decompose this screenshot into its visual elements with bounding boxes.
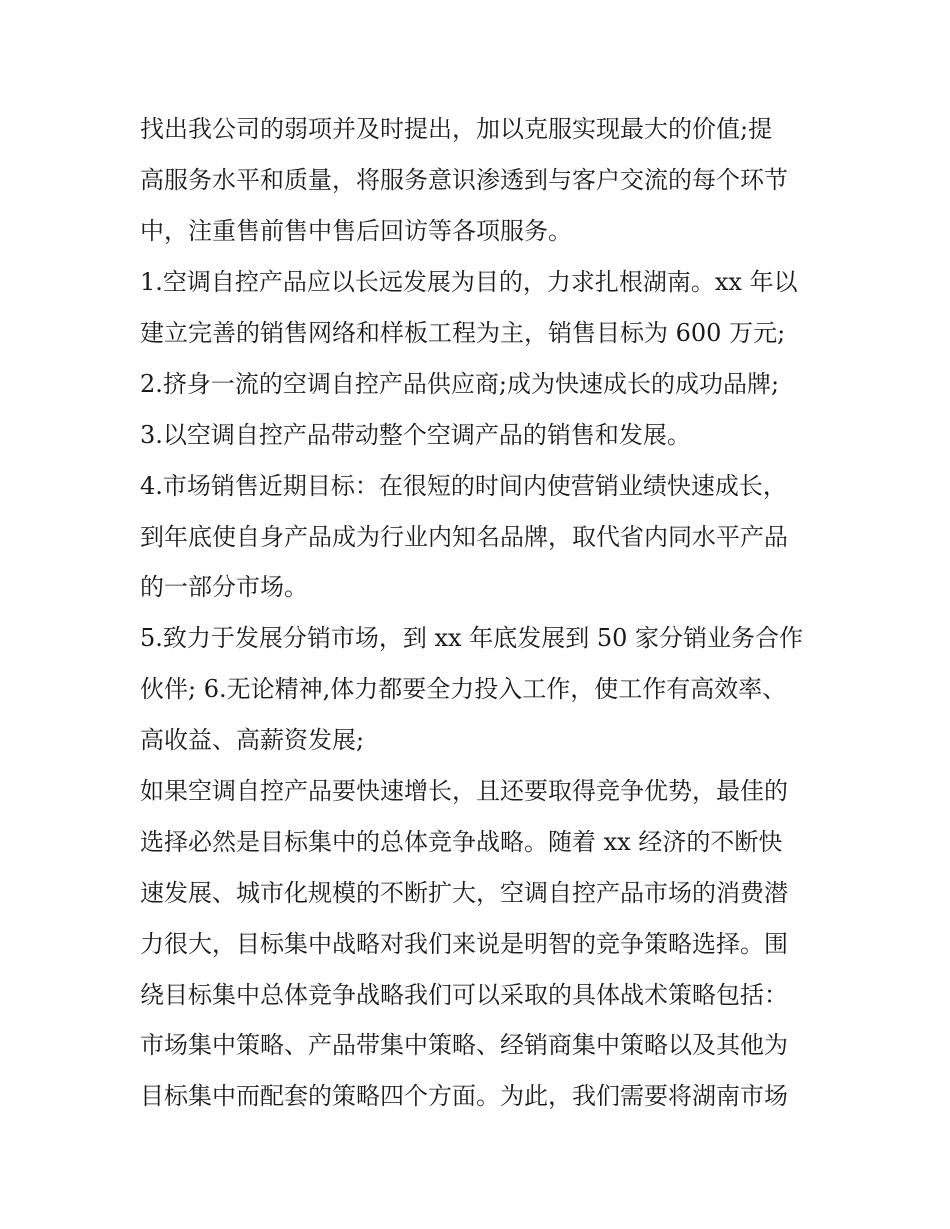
text-line-10: 的一部分市场。 bbox=[140, 573, 308, 601]
text-line-15: 选择必然是目标集中的总体竞争战略。随着 xx 经济的不断快 bbox=[140, 828, 783, 856]
text-line-17: 力很大，目标集中战略对我们来说是明智的竞争策略选择。围 bbox=[140, 930, 788, 958]
text-line-20: 目标集中而配套的策略四个方面。为此，我们需要将湖南市场 bbox=[140, 1082, 788, 1110]
text-line-13: 高收益、高薪资发展; bbox=[140, 726, 365, 754]
text-line-18: 绕目标集中总体竞争战略我们可以采取的具体战术策略包括： bbox=[140, 981, 788, 1009]
text-line-5: 建立完善的销售网络和样板工程为主，销售目标为 600 万元; bbox=[140, 319, 786, 347]
text-line-7: 3.以空调自控产品带动整个空调产品的销售和发展。 bbox=[140, 421, 691, 449]
text-line-16: 速发展、城市化规模的不断扩大，空调自控产品市场的消费潜 bbox=[140, 879, 788, 907]
text-line-4: 1.空调自控产品应以长远发展为目的，力求扎根湖南。xx 年以 bbox=[140, 268, 798, 296]
text-line-1: 找出我公司的弱项并及时提出，加以克服实现最大的价值;提 bbox=[140, 115, 773, 143]
text-line-14: 如果空调自控产品要快速增长，且还要取得竞争优势，最佳的 bbox=[140, 777, 788, 805]
text-line-9: 到年底使自身产品成为行业内知名品牌，取代省内同水平产品 bbox=[140, 523, 788, 551]
text-line-11: 5.致力于发展分销市场，到 xx 年底发展到 50 家分销业务合作 bbox=[140, 624, 804, 652]
text-line-3: 中，注重售前售中售后回访等各项服务。 bbox=[140, 217, 572, 245]
text-line-6: 2.挤身一流的空调自控产品供应商;成为快速成长的成功品牌; bbox=[140, 370, 780, 398]
text-line-8: 4.市场销售近期目标：在很短的时间内使营销业绩快速成长， bbox=[140, 472, 787, 500]
text-line-19: 市场集中策略、产品带集中策略、经销商集中策略以及其他为 bbox=[140, 1031, 788, 1059]
text-line-2: 高服务水平和质量，将服务意识渗透到与客户交流的每个环节 bbox=[140, 166, 788, 194]
text-line-12: 伙伴; 6.无论精神,体力都要全力投入工作，使工作有高效率、 bbox=[140, 675, 787, 703]
